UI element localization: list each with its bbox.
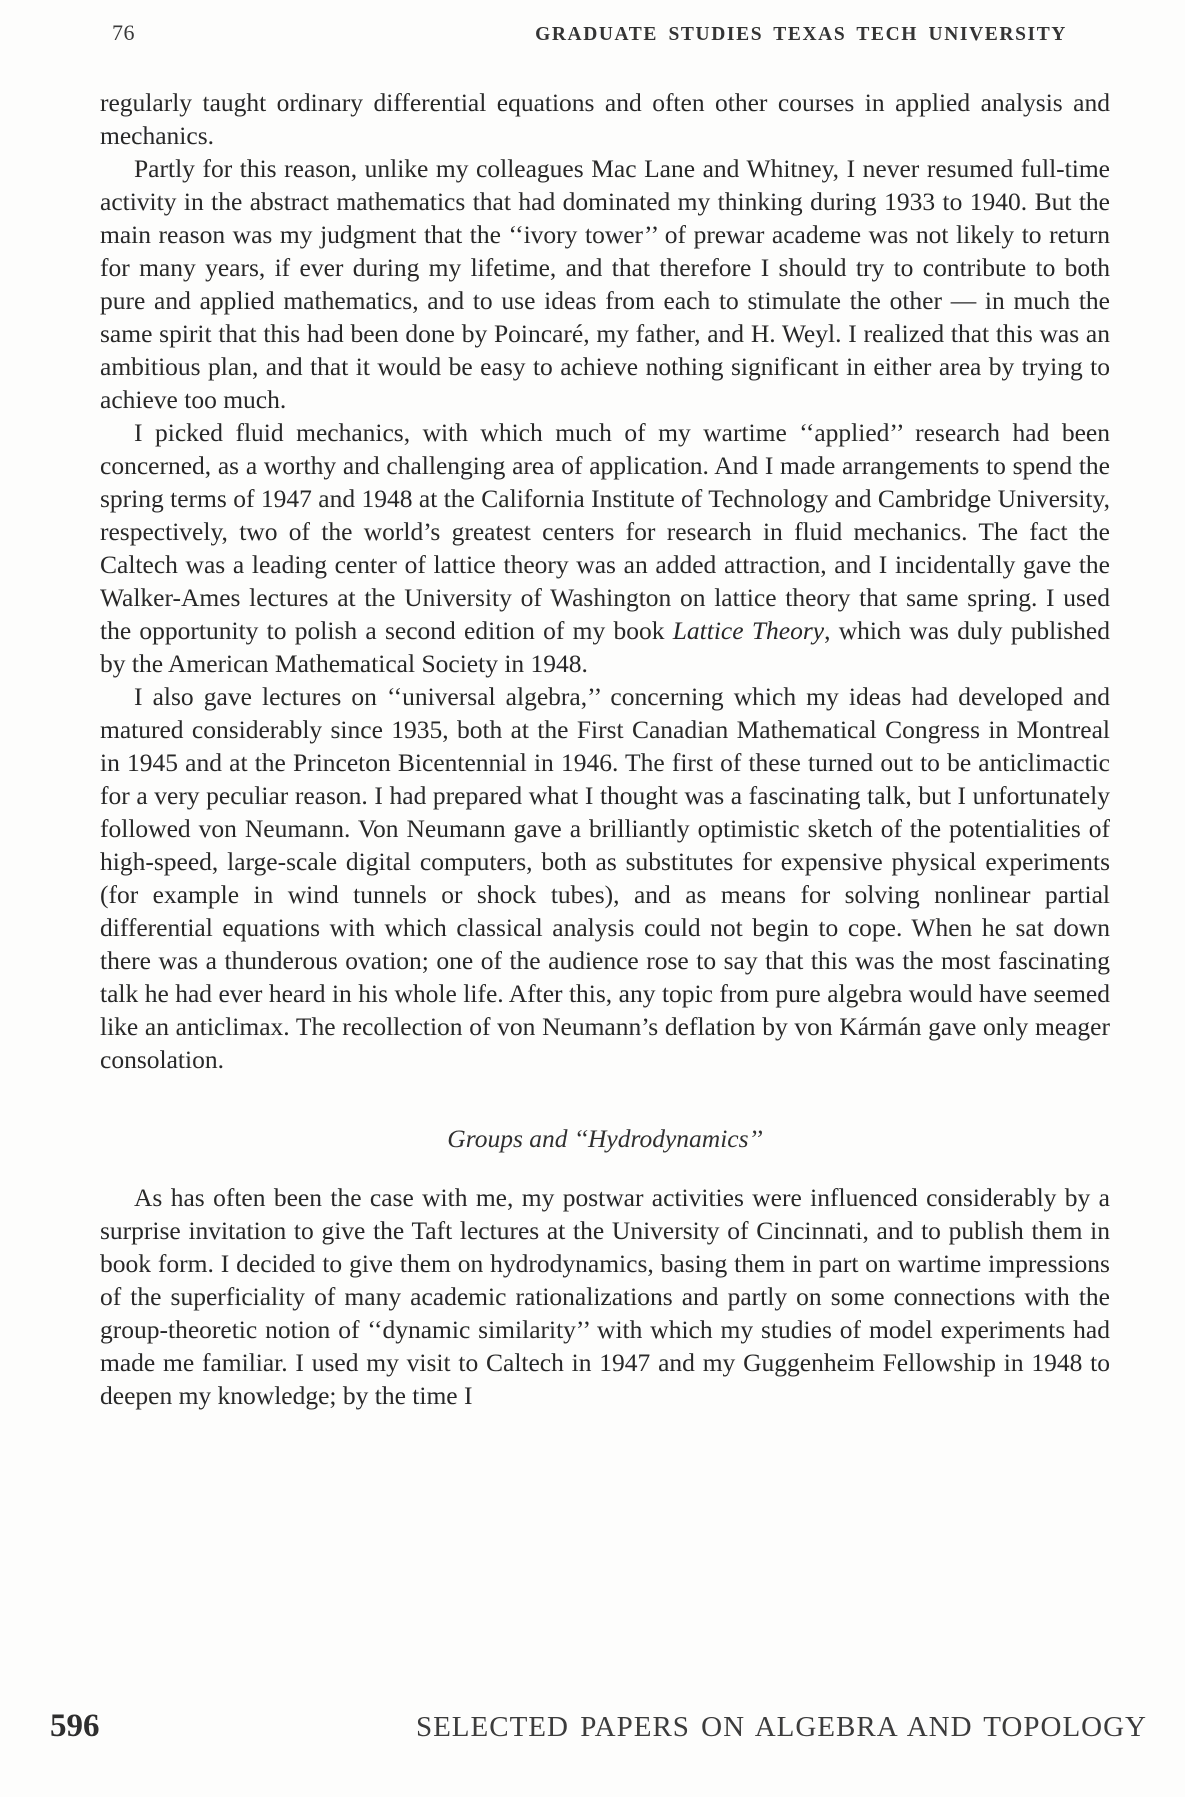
paragraph <box>100 416 1110 680</box>
paragraph: Partly for this reason, unlike my colleagues Mac Lane and Whitney, I never resumed full-time activity in the abstract mathematics that had dominated my thinking during 1933 to 1940. But the main reason was my judgment that the ‘‘ivory tower’’ of prewar academe was not likely to return for many years, if ever during my lifetime, and that therefore I should try to contribute to both pure and applied mathematics, and to use ideas from each to stimulate the other — in much the same spirit that this had been done by Poincaré, my father, and H. Weyl. I realized that this was an ambitious plan, and that it would be easy to achieve nothing significant in either area by trying to achieve too much. <box>100 154 1110 414</box>
paragraph: As has often been the case with me, my postwar activities were influenced considerably by a surprise invitation to give the Taft lectures at the University of Cincinnati, and to publish them in book form. I decided to give them on hydrodynamics, basing them in part on wartime impressions of the superficiality of many academic rationalizations and partly on some connections with the group-theoretic notion of ‘‘dynamic similarity’’ with which my studies of model experiments had made me familiar. I used my visit to Caltech in 1947 and my Guggenheim Fellowship in 1948 to deepen my knowledge; by the time I <box>100 1183 1110 1410</box>
book-title-lattice-theory: Lattice Theory <box>672 616 825 645</box>
section-heading: Groups and ‘‘Hydrodynamics’’ <box>447 1124 763 1153</box>
paragraph-text: I picked fluid mechanics, with which much of my wartime ‘‘applied’’ research had been concerned, as a worthy and challenging area of application. And I made arrangements to spend the spring terms of 1947 and 1948 at the California Institute of Technology and Cambridge University, respectively, two of the world’s greatest centers for research in fluid mechanics. The fact the Caltech was a leading center of lattice theory was an added attraction, and I incidentally gave the Walker-Ames lectures at the University of Washington on lattice theory that same spring. I used the opportunity to polish a second edition of my book <box>100 418 1110 645</box>
page-footer <box>50 1708 1147 1745</box>
header-page-number: 76 <box>112 20 135 45</box>
footer-running-title: SELECTED PAPERS ON ALGEBRA AND TOPOLOGY <box>415 1711 1147 1743</box>
page-header <box>112 20 1067 46</box>
paragraph: I also gave lectures on ‘‘universal algebra,’’ concerning which my ideas had developed and matured considerably since 1935, both at the First Canadian Mathematical Congress in Montreal in 1945 and at the Princeton Bicentennial in 1946. The first of these turned out to be anticlimactic for a very peculiar reason. I had prepared what I thought was a fascinating talk, but I unfortunately followed von Neumann. Von Neumann gave a brilliantly optimistic sketch of the potentialities of high-speed, large-scale digital computers, both as substitutes for expensive physical experiments (for example in wind tunnels or shock tubes), and as means for solving nonlinear partial differential equations with which classical analysis could not begin to cope. When he sat down there was a thunderous ovation; one of the audience rose to say that this was the most fascinating talk he had ever heard in his whole life. After this, any topic from pure algebra would have seemed like an anticlimax. The recollection of von Neumann’s deflation by von Kármán gave only meager consolation. <box>100 682 1110 1074</box>
paragraph-continuation: regularly taught ordinary differential equations and often other courses in applied analysis and mechanics. <box>100 88 1110 150</box>
paragraph-text: , which was duly published by the American Mathematical Society in 1948. <box>100 616 1110 678</box>
page-body-text <box>100 86 1110 1412</box>
footer-page-number: 596 <box>50 1708 100 1744</box>
header-running-title: GRADUATE STUDIES TEXAS TECH UNIVERSITY <box>535 24 1067 45</box>
